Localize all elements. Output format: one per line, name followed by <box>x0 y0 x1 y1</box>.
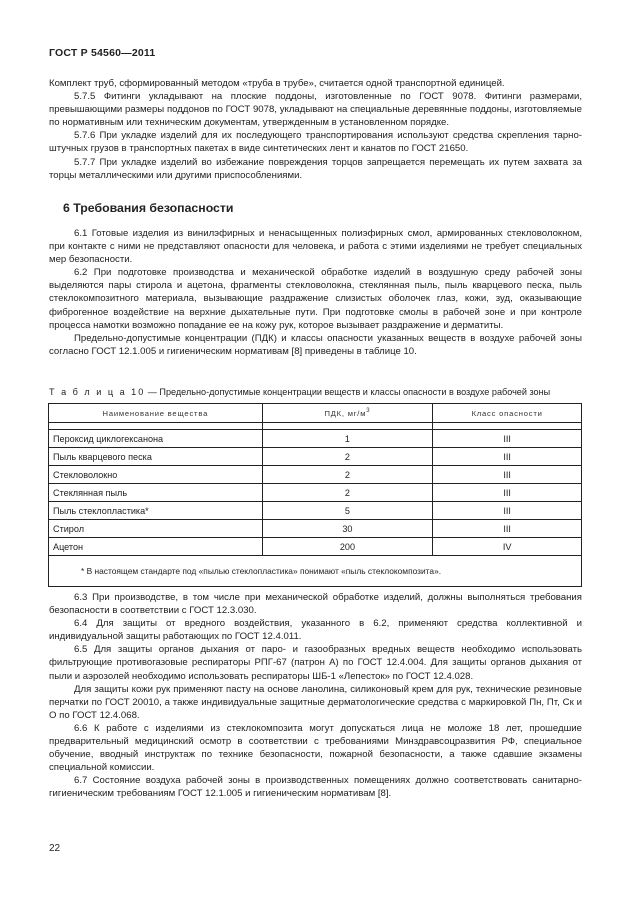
table-row <box>49 448 582 466</box>
paragraph: 6.2 При подготовке производства и механической обработке изделий в воздушную среду рабочей зоны выделяются пары стирола и ацетона, фрагменты стекловолокна, стеклянная пыль, пыль кварцевого песка, пыль стеклокомпозитного материала, вызывающие раздражение слизистых оболочек глаз, кожи, зуд, оказывающие фиброгенное воздействие на верхние дыхательные пути. При подготовке смолы в рабочей зоне и при контроле процесса намотки возможно попадание ее на кожу рук, которое вызывает раздражение и дерматиты. <box>49 267 582 331</box>
cell-pdk: 2 <box>262 448 433 466</box>
section-6-intro-text <box>49 227 582 358</box>
paragraph: 6.3 При производстве, в том числе при механической обработке изделий, должны выполняться требования безопасности в соответствии с ГОСТ 12.3.030. <box>49 592 582 617</box>
cell-name: Стекловолокно <box>49 466 263 484</box>
table-row <box>49 484 582 502</box>
cell-class: III <box>433 430 582 448</box>
cell-name: Пыль кварцевого песка <box>49 448 263 466</box>
cell-pdk: 30 <box>262 520 433 538</box>
table-spacer <box>49 423 582 430</box>
section-title: 6 Требования безопасности <box>63 201 234 215</box>
paragraph: 5.7.5 Фитинги укладывают на плоские поддоны, изготовленные по ГОСТ 9078. Фитинги размерами, превышающими размеры поддонов по ГОСТ 9078, укладывают на специальные деревянные поддоны, изготовляемые по нормативным или техническим документам, утвержденным в установленном порядке. <box>49 91 582 129</box>
cell-class: III <box>433 502 582 520</box>
table-row <box>49 538 582 556</box>
column-header-class: Класс опасности <box>433 404 582 423</box>
cell-class: III <box>433 484 582 502</box>
hazard-table <box>48 403 582 587</box>
cell-pdk: 200 <box>262 538 433 556</box>
paragraph: Предельно-допустимые концентрации (ПДК) и классы опасности указанных веществ в воздухе рабочей зоны согласно ГОСТ 12.1.005 и гигиеническим нормативам [8] приведены в таблице 10. <box>49 332 582 357</box>
paragraph: 6.4 Для защиты от вредного воздействия, указанного в 6.2, применяют средства коллективной и индивидуальной защиты работающих по ГОСТ 12.4.011. <box>49 618 582 643</box>
cell-name: Ацетон <box>49 538 263 556</box>
cell-pdk: 1 <box>262 430 433 448</box>
table-caption-text: — Предельно-допустимые концентрации веществ и классы опасности в воздухе рабочей зоны <box>145 387 551 397</box>
section-5-7-text <box>49 77 582 182</box>
paragraph: 6.6 К работе с изделиями из стеклокомпозита могут допускаться лица не моложе 18 лет, прошедшие предварительный медицинский осмотр в соответствии с требованиями Минздравсоцразвития РФ, специальное обучение, вводный инструктаж по технике безопасности, пожарной безопасности, а также сдавшие экзамены специальной комиссии. <box>49 722 582 774</box>
table-row <box>49 520 582 538</box>
paragraph: 5.7.6 При укладке изделий для их последующего транспортирования используют средства скрепления тарно-штучных грузов в транспортных пакетах в виде синтетических лент и канатов по ГОСТ 21650. <box>49 130 582 155</box>
paragraph: Комплект труб, сформированный методом «труба в трубе», считается одной транспортной единицей. <box>49 78 505 89</box>
paragraph: 5.7.7 При укладке изделий во избежание повреждения торцов запрещается перемещать их путем захвата за торцы металлическими или другими приспособлениями. <box>49 156 582 181</box>
cell-name: Стирол <box>49 520 263 538</box>
page-number: 22 <box>49 843 61 854</box>
paragraph: 6.1 Готовые изделия из винилэфирных и ненасыщенных полиэфирных смол, армированных стекловолокном, при контакте с ними не представляют опасности для человека, и работа с этими изделиями не требует специальных мер безопасности. <box>49 228 582 266</box>
cell-name: Пероксид циклогексанона <box>49 430 263 448</box>
table-row <box>49 502 582 520</box>
table-header-row <box>49 404 582 423</box>
table-caption-label: Т а б л и ц а 10 <box>49 387 146 397</box>
cell-name: Пыль стеклопластика* <box>49 502 263 520</box>
cell-pdk: 5 <box>262 502 433 520</box>
paragraph: Для защиты кожи рук применяют пасту на основе ланолина, силиконовый крем для рук, технические резиновые перчатки по ГОСТ 20010, а также индивидуальные защитные дерматологические средства с маркировкой Пн, Пт, Ск и О по ГОСТ 12.4.068. <box>49 683 582 721</box>
table-footnote: * В настоящем стандарте под «пылью стеклопластика» понимают «пыль стеклокомпозита». <box>49 556 582 587</box>
cell-pdk: 2 <box>262 466 433 484</box>
cell-pdk: 2 <box>262 484 433 502</box>
cell-name: Стеклянная пыль <box>49 484 263 502</box>
paragraph: 6.5 Для защиты органов дыхания от паро- и газообразных вредных веществ необходимо использовать фильтрующие противогазовые респираторы РПГ-67 (патрон А) по ГОСТ 12.4.004. Для защиты органов дыхания от пыли и аэрозолей необходимо использовать респираторы ШБ-1 «Лепесток» по ГОСТ 12.4.028. <box>49 644 582 682</box>
paragraph: 6.7 Состояние воздуха рабочей зоны в производственных помещениях должно соответствовать санитарно-гигиеническим требованиям ГОСТ 12.1.005 и гигиеническим нормативам [8]. <box>49 775 582 800</box>
table-row <box>49 466 582 484</box>
column-header-pdk: ПДК, $мг/м^3$ <box>262 404 433 423</box>
table-row <box>49 430 582 448</box>
column-header-name: Наименование вещества <box>49 404 263 423</box>
cell-class: IV <box>433 538 582 556</box>
table-caption <box>49 387 550 397</box>
table-footnote-row <box>49 556 582 587</box>
cell-class: III <box>433 466 582 484</box>
cell-class: III <box>433 520 582 538</box>
page-header: ГОСТ Р 54560—2011 <box>49 47 156 59</box>
cell-class: III <box>433 448 582 466</box>
section-6-safety-text <box>49 591 582 801</box>
